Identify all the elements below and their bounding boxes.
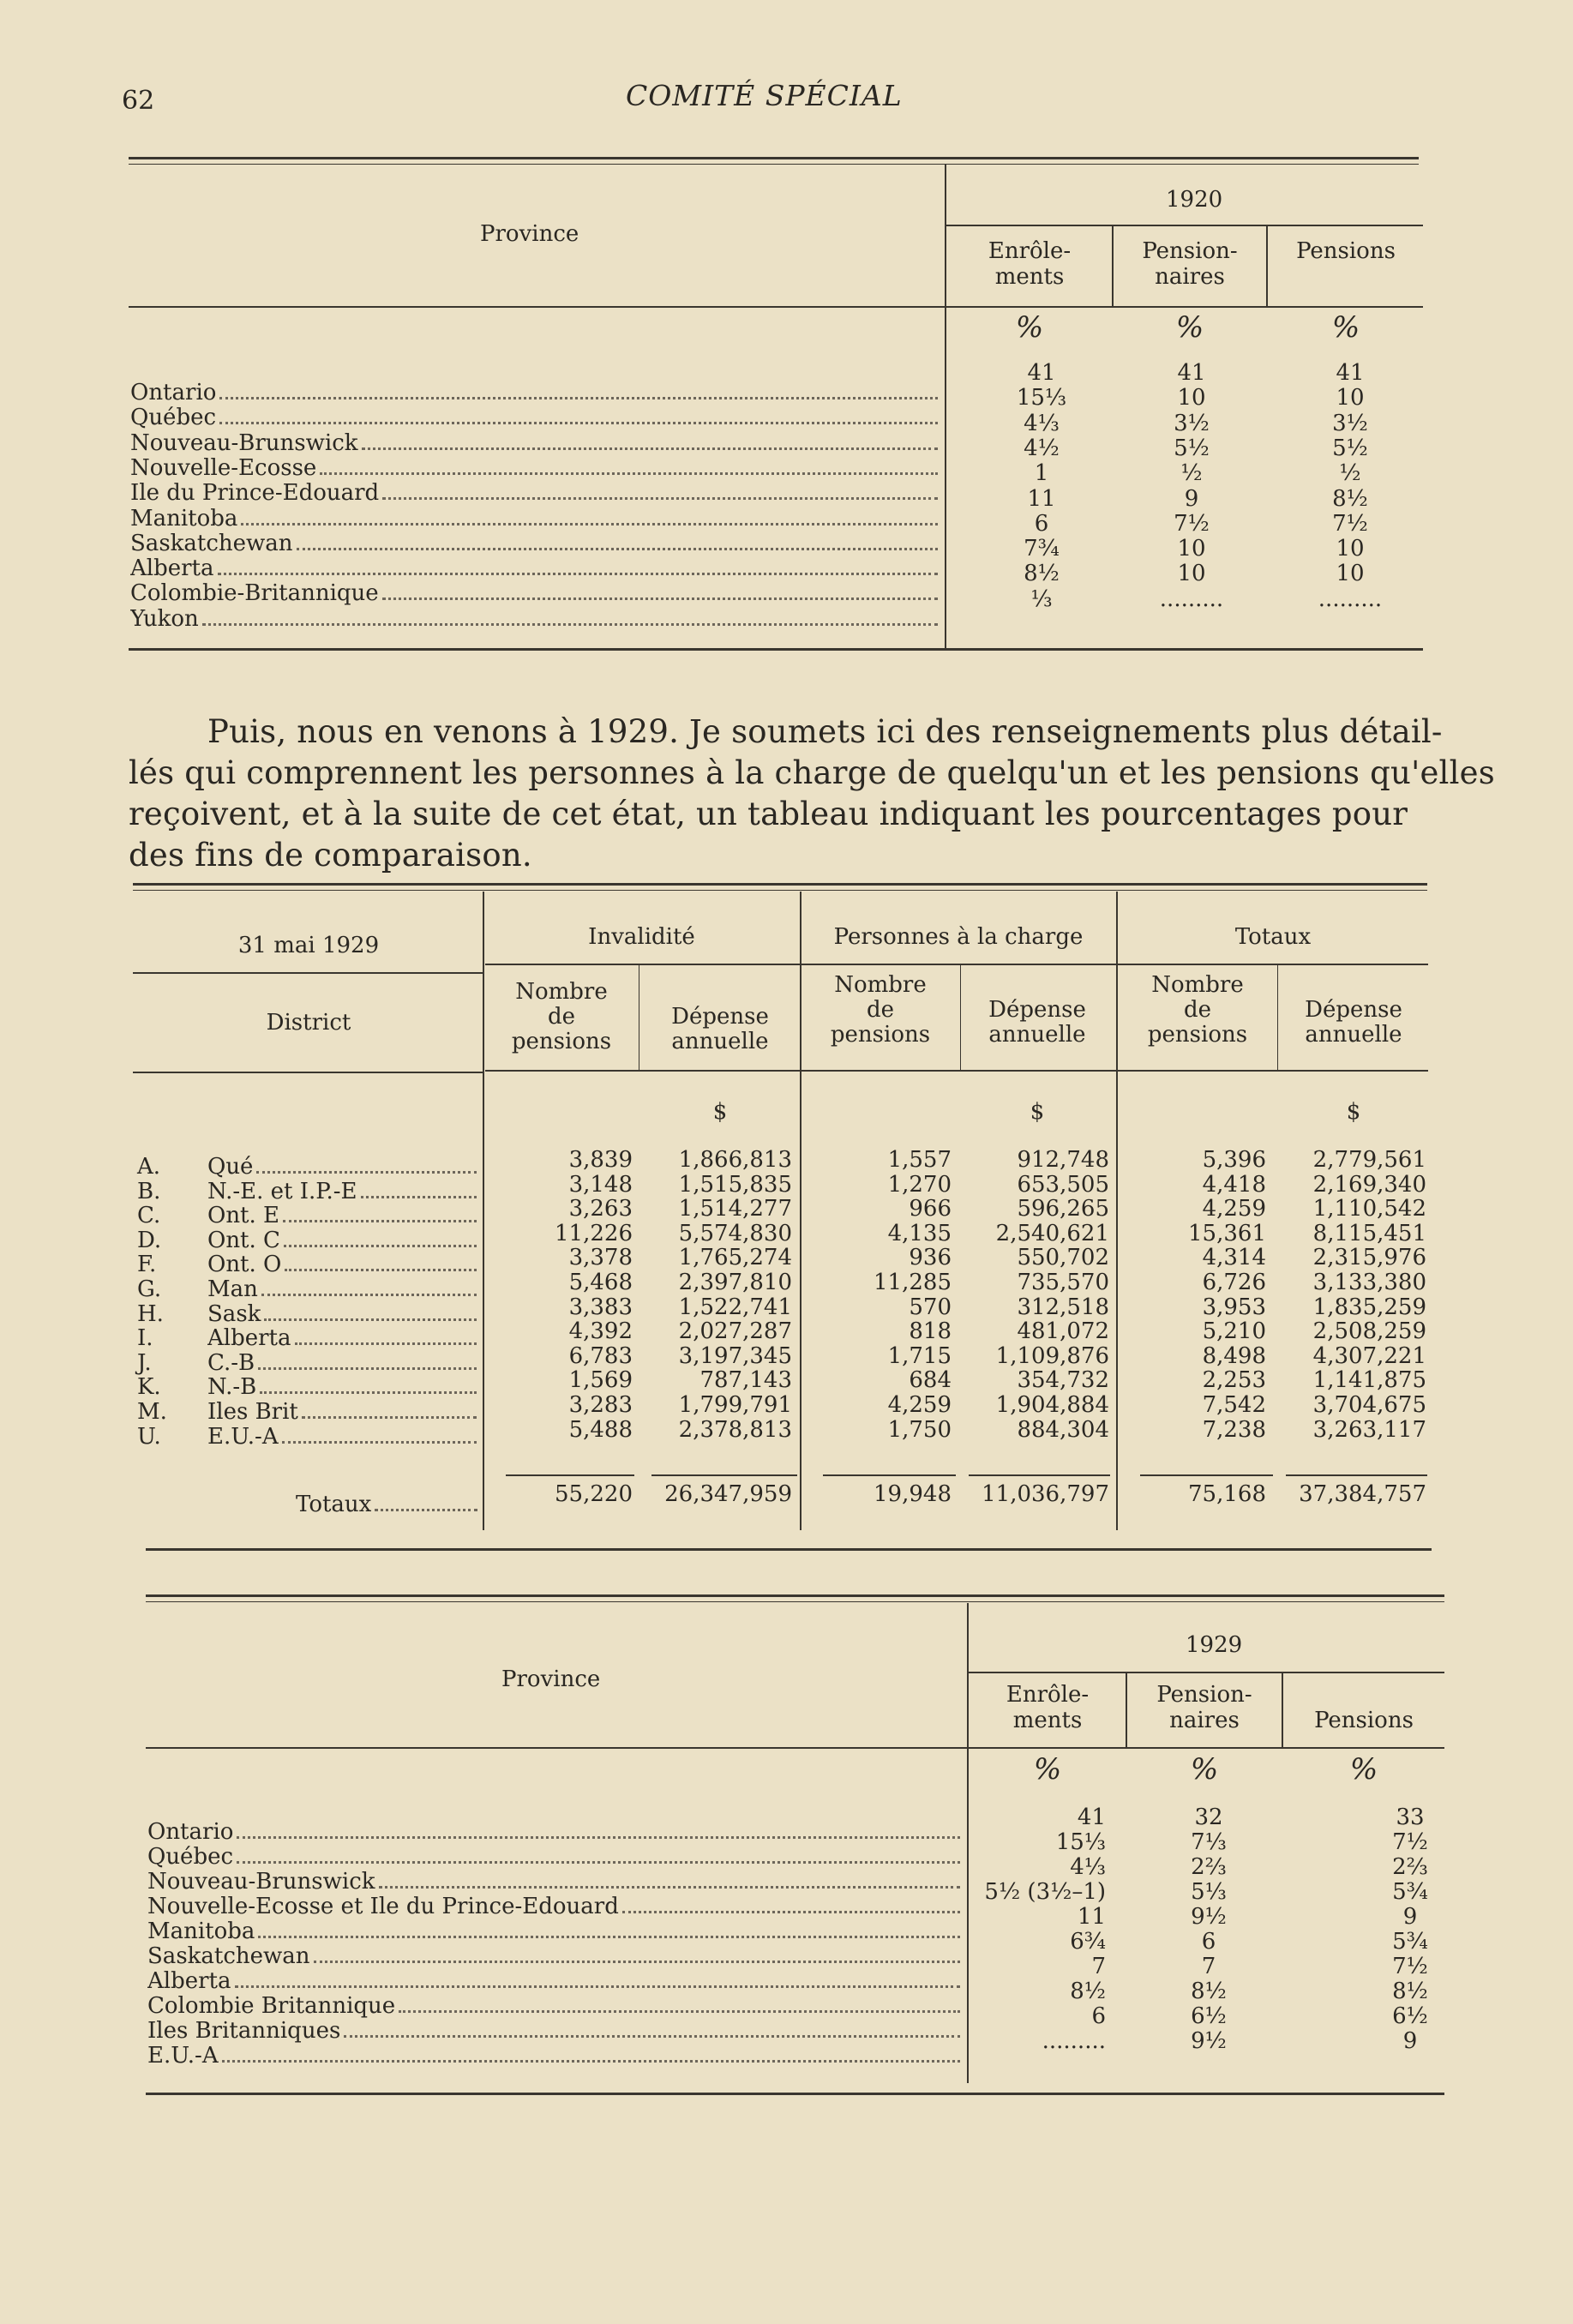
cell-dep-expense: 653,505: [1017, 1171, 1109, 1198]
cell-tot-count: 4,418: [1202, 1171, 1266, 1198]
row-label: [130, 580, 943, 606]
leader-dots: [382, 497, 938, 500]
leader-dots: [237, 1861, 960, 1864]
cell-pensionnaires: 9½: [1191, 1904, 1227, 1930]
cell-pensions: 5¾: [1392, 1879, 1428, 1905]
col-header-pensionnaires: Pension- naires: [1156, 1682, 1252, 1733]
cell-tot-count: 15,361: [1188, 1220, 1266, 1246]
total-tot-count: 75,168: [1188, 1481, 1266, 1507]
cell-pensions: 3½: [1332, 410, 1368, 436]
district-label: [207, 1252, 482, 1277]
district-code: K.: [137, 1374, 161, 1401]
province-name: Yukon: [130, 605, 199, 632]
cell-inv-count: 3,383: [568, 1294, 633, 1320]
row-label: [130, 531, 943, 556]
province-name: Saskatchewan: [130, 530, 293, 556]
district-label: [207, 1179, 482, 1204]
cell-enrolements: 41: [1077, 1805, 1106, 1830]
unit-percent: %: [1331, 310, 1360, 345]
total-inv-expense: 26,347,959: [664, 1481, 792, 1507]
district-name: Ont. E: [207, 1203, 280, 1229]
group-header-personnes: Personnes à la charge: [833, 924, 1084, 950]
cell-pensions: 7½: [1392, 1954, 1428, 1979]
cell-enrolements: 41: [1027, 360, 1056, 386]
currency-symbol: $: [712, 1099, 728, 1125]
province-name: Saskatchewan: [147, 1943, 310, 1969]
district-name: Ont. C: [207, 1227, 280, 1253]
leader-dots: [362, 447, 938, 450]
cell-tot-count: 7,542: [1202, 1392, 1266, 1418]
col-header-enrolements: Enrôle- ments: [988, 238, 1072, 290]
cell-pensionnaires: 10: [1177, 561, 1206, 587]
row-label: [147, 1869, 965, 1895]
year-header: 1929: [1186, 1632, 1243, 1658]
row-label: [130, 480, 943, 506]
paragraph-line: reçoivent, et à la suite de cet état, un tableau indiquant les pourcentages pour: [129, 796, 1408, 832]
cell-dep-count: 936: [909, 1245, 952, 1271]
cell-pensionnaires: 7½: [1174, 510, 1210, 537]
unit-percent: %: [1033, 1752, 1062, 1787]
cell-pensionnaires: 10: [1177, 536, 1206, 562]
cell-inv-count: 3,148: [568, 1171, 633, 1198]
leader-dots: [297, 548, 938, 550]
col-header-inv-expense: Dépense annuelle: [671, 1004, 769, 1054]
cell-tot-expense: 2,169,340: [1312, 1171, 1426, 1198]
cell-inv-expense: 2,397,810: [678, 1270, 792, 1295]
leader-dots: [282, 1441, 477, 1444]
leader-dots: [295, 1342, 477, 1345]
cell-pensionnaires: 6½: [1191, 2003, 1227, 2029]
cell-tot-expense: 2,315,976: [1312, 1245, 1426, 1271]
district-label: [207, 1374, 482, 1400]
cell-pensionnaires: 5½: [1174, 435, 1210, 461]
cell-enrolements: 1: [1034, 460, 1049, 487]
totals-label: Totaux: [296, 1492, 372, 1517]
cell-pensionnaires: 2⅔: [1191, 1854, 1227, 1880]
cell-enrolements: 5½ (3½–1): [984, 1879, 1106, 1905]
cell-dep-count: 1,557: [887, 1147, 952, 1173]
group-header-totaux: Totaux: [1234, 924, 1312, 950]
district-name: Ont. O: [207, 1252, 282, 1278]
page-number: 62: [122, 86, 155, 116]
cell-inv-expense: 1,514,277: [678, 1196, 792, 1222]
cell-pensions: 33: [1396, 1805, 1425, 1830]
province-name: Nouveau-Brunswick: [130, 429, 358, 456]
row-label: [130, 405, 943, 430]
group-header-invalidite: Invalidité: [588, 924, 695, 950]
cell-pensions: 9: [1402, 2028, 1418, 2054]
cell-tot-count: 5,396: [1202, 1147, 1266, 1173]
leader-dots: [219, 397, 938, 399]
cell-enrolements: .........: [1042, 2028, 1106, 2054]
province-name: Iles Britanniques: [147, 2018, 341, 2044]
leader-dots: [256, 1171, 477, 1174]
body-paragraph: [129, 712, 1495, 876]
row-label: [130, 380, 943, 405]
cell-pensionnaires: .........: [1159, 586, 1224, 612]
province-header: Province: [501, 1666, 601, 1692]
unit-percent: %: [1190, 1752, 1219, 1787]
cell-pensions: 10: [1336, 536, 1365, 562]
cell-pensionnaires: 7: [1201, 1954, 1216, 1979]
unit-percent: %: [1349, 1752, 1378, 1787]
cell-tot-expense: 1,835,259: [1312, 1294, 1426, 1320]
row-label: [130, 455, 943, 481]
leader-dots: [202, 623, 938, 626]
cell-enrolements: ⅓: [1030, 586, 1053, 612]
cell-pensionnaires: 9½: [1191, 2028, 1227, 2054]
leader-dots: [258, 1936, 960, 1938]
leader-dots: [344, 2035, 960, 2038]
cell-dep-count: 1,750: [887, 1416, 952, 1443]
leader-dots: [399, 2010, 960, 2013]
cell-dep-count: 11,285: [874, 1270, 952, 1295]
district-code: H.: [137, 1300, 164, 1327]
cell-tot-count: 6,726: [1202, 1270, 1266, 1295]
cell-pensions: 8½: [1332, 485, 1368, 512]
col-header-dep-expense: Dépense annuelle: [988, 997, 1086, 1048]
district-label: [207, 1325, 482, 1351]
cell-inv-expense: 2,027,287: [678, 1318, 792, 1345]
cell-enrolements: 6¾: [1070, 1929, 1106, 1955]
cell-pensions: 5¾: [1392, 1929, 1428, 1955]
cell-inv-expense: 1,522,741: [678, 1294, 792, 1320]
leader-dots: [314, 1961, 960, 1963]
district-label: [207, 1276, 482, 1302]
leader-dots: [261, 1294, 477, 1296]
row-label: [147, 1968, 965, 1994]
cell-pensionnaires: 8½: [1191, 1979, 1227, 2004]
page-title: COMITÉ SPÉCIAL: [626, 79, 903, 112]
district-label: [207, 1424, 482, 1450]
cell-enrolements: 15⅓: [1016, 385, 1067, 411]
district-name: N.-E. et I.P.-E: [207, 1178, 357, 1204]
district-label: [207, 1301, 482, 1327]
district-name: E.U.-A: [207, 1423, 279, 1450]
row-label: [147, 2043, 965, 2069]
cell-dep-count: 966: [909, 1196, 952, 1222]
cell-dep-expense: 912,748: [1017, 1147, 1109, 1173]
leader-dots: [218, 573, 939, 575]
cell-enrolements: 4⅓: [1024, 410, 1060, 436]
col-header-pensions: Pensions: [1296, 238, 1396, 264]
cell-inv-expense: 787,143: [699, 1367, 792, 1394]
district-label: [207, 1228, 482, 1253]
district-label: [207, 1154, 482, 1180]
cell-inv-count: 3,378: [568, 1245, 633, 1271]
cell-inv-expense: 1,515,835: [678, 1171, 792, 1198]
cell-dep-expense: 735,570: [1017, 1270, 1109, 1295]
cell-pensionnaires: 9: [1184, 485, 1199, 512]
cell-dep-count: 818: [909, 1318, 952, 1345]
row-label: [147, 2018, 965, 2044]
cell-inv-count: 5,468: [568, 1270, 633, 1295]
district-name: Iles Brit: [207, 1399, 298, 1425]
cell-dep-expense: 481,072: [1017, 1318, 1109, 1345]
leader-dots: [285, 1269, 477, 1271]
district-code: B.: [137, 1178, 161, 1204]
col-header-enrolements: Enrôle- ments: [1006, 1682, 1090, 1733]
province-name: Colombie-Britannique: [130, 580, 379, 607]
cell-tot-expense: 3,263,117: [1312, 1416, 1426, 1443]
leader-dots: [235, 1985, 961, 1988]
leader-dots: [284, 1245, 477, 1247]
cell-tot-count: 4,259: [1202, 1196, 1266, 1222]
unit-percent: %: [1175, 310, 1204, 345]
cell-pensionnaires: ½: [1180, 460, 1203, 487]
cell-inv-expense: 1,799,791: [678, 1392, 792, 1418]
district-name: Man: [207, 1276, 258, 1302]
district-code: J.: [137, 1349, 152, 1376]
district-name: Alberta: [207, 1325, 291, 1352]
cell-pensions: 10: [1336, 561, 1365, 587]
cell-enrolements: 11: [1077, 1904, 1106, 1930]
cell-tot-expense: 1,110,542: [1312, 1196, 1426, 1222]
cell-pensions: 41: [1336, 360, 1365, 386]
unit-percent: %: [1015, 310, 1044, 345]
leader-dots: [320, 472, 938, 475]
cell-inv-count: 5,488: [568, 1416, 633, 1443]
cell-inv-count: 3,263: [568, 1196, 633, 1222]
leader-dots: [260, 1391, 477, 1394]
cell-dep-expense: 1,904,884: [995, 1392, 1109, 1418]
paragraph-line: Puis, nous en venons à 1929. Je soumets ici des renseignements plus détail-: [207, 713, 1443, 750]
cell-tot-expense: 2,508,259: [1312, 1318, 1426, 1345]
cell-dep-expense: 2,540,621: [995, 1220, 1109, 1246]
cell-pensionnaires: 10: [1177, 385, 1206, 411]
cell-tot-expense: 2,779,561: [1312, 1147, 1426, 1173]
cell-enrolements: 6: [1034, 510, 1049, 537]
province-name: Ile du Prince-Edouard: [130, 480, 380, 507]
cell-dep-expense: 550,702: [1017, 1245, 1109, 1271]
cell-pensions: .........: [1318, 586, 1383, 612]
cell-pensions: 2⅔: [1392, 1854, 1428, 1880]
cell-dep-expense: 312,518: [1017, 1294, 1109, 1320]
cell-dep-count: 1,270: [887, 1171, 952, 1198]
leader-dots: [258, 1367, 477, 1370]
province-name: Alberta: [130, 555, 214, 582]
paragraph-line: des fins de comparaison.: [129, 837, 532, 874]
row-label: [130, 430, 943, 456]
province-name: Manitoba: [147, 1919, 255, 1944]
cell-dep-expense: 1,109,876: [995, 1342, 1109, 1369]
leader-dots: [379, 1886, 960, 1889]
district-name: C.-B: [207, 1349, 255, 1376]
cell-pensions: 7½: [1332, 510, 1368, 537]
cell-inv-expense: 3,197,345: [678, 1342, 792, 1369]
cell-inv-count: 1,569: [568, 1367, 633, 1394]
cell-tot-count: 7,238: [1202, 1416, 1266, 1443]
row-label: [147, 1844, 965, 1870]
cell-enrolements: 7: [1091, 1954, 1106, 1979]
cell-tot-expense: 3,704,675: [1312, 1392, 1426, 1418]
cell-dep-count: 570: [909, 1294, 952, 1320]
province-name: Québec: [130, 405, 217, 431]
cell-pensions: 9: [1402, 1904, 1418, 1930]
row-label: [130, 606, 943, 632]
province-name: Ontario: [147, 1819, 234, 1845]
district-name: N.-B: [207, 1374, 257, 1401]
cell-inv-expense: 1,866,813: [678, 1147, 792, 1173]
cell-dep-count: 1,715: [887, 1342, 952, 1369]
leader-dots: [302, 1416, 477, 1419]
cell-pensions: 5½: [1332, 435, 1368, 461]
cell-pensionnaires: 41: [1177, 360, 1206, 386]
col-header-tot-count: Nombre de pensions: [1147, 972, 1248, 1048]
cell-enrolements: 8½: [1024, 561, 1060, 587]
cell-pensions: 6½: [1392, 2003, 1428, 2029]
cell-inv-expense: 5,574,830: [678, 1220, 792, 1246]
cell-tot-count: 5,210: [1202, 1318, 1266, 1345]
col-header-dep-count: Nombre de pensions: [830, 972, 931, 1048]
cell-enrolements: 11: [1027, 485, 1056, 512]
province-name: Manitoba: [130, 505, 238, 531]
province-name: Colombie Britannique: [147, 1993, 396, 2019]
district-label: [207, 1350, 482, 1376]
leader-dots: [222, 2060, 960, 2063]
district-code: D.: [137, 1227, 162, 1253]
cell-dep-expense: 596,265: [1017, 1196, 1109, 1222]
province-name: E.U.-A: [147, 2043, 219, 2069]
col-header-tot-expense: Dépense annuelle: [1305, 997, 1402, 1048]
row-label: [130, 555, 943, 581]
district-code: C.: [137, 1203, 161, 1229]
cell-enrolements: 7¾: [1024, 536, 1060, 562]
cell-inv-count: 11,226: [555, 1220, 633, 1246]
leader-dots: [361, 1196, 477, 1198]
cell-inv-expense: 2,378,813: [678, 1416, 792, 1443]
leader-dots: [241, 523, 938, 525]
province-name: Nouvelle-Ecosse: [130, 454, 317, 481]
cell-enrolements: 4½: [1024, 435, 1060, 461]
cell-tot-count: 4,314: [1202, 1245, 1266, 1271]
cell-pensionnaires: 7⅓: [1191, 1829, 1227, 1855]
total-dep-expense: 11,036,797: [982, 1481, 1109, 1507]
cell-tot-expense: 3,133,380: [1312, 1270, 1426, 1295]
cell-dep-expense: 884,304: [1017, 1416, 1109, 1443]
cell-tot-count: 2,253: [1202, 1367, 1266, 1394]
district-code: G.: [137, 1276, 162, 1302]
province-name: Québec: [147, 1844, 234, 1870]
currency-symbol: $: [1030, 1099, 1045, 1125]
cell-tot-expense: 8,115,451: [1312, 1220, 1426, 1246]
cell-tot-count: 8,498: [1202, 1342, 1266, 1369]
district-name: Qué: [207, 1154, 254, 1180]
cell-pensions: ½: [1339, 460, 1361, 487]
province-header: Province: [480, 221, 579, 247]
district-label: [207, 1203, 482, 1228]
province-name: Nouvelle-Ecosse et Ile du Prince-Edouard: [147, 1894, 619, 1919]
row-label: [130, 506, 943, 531]
leader-dots: [283, 1220, 477, 1222]
cell-inv-count: 6,783: [568, 1342, 633, 1369]
cell-pensionnaires: 5⅓: [1191, 1879, 1227, 1905]
cell-dep-expense: 354,732: [1017, 1367, 1109, 1394]
cell-pensions: 8½: [1392, 1979, 1428, 2004]
col-header-pensionnaires: Pension- naires: [1142, 238, 1238, 290]
cell-inv-count: 3,283: [568, 1392, 633, 1418]
cell-pensionnaires: 6: [1201, 1929, 1216, 1955]
cell-tot-count: 3,953: [1202, 1294, 1266, 1320]
leader-dots: [382, 598, 938, 600]
total-inv-count: 55,220: [555, 1481, 633, 1507]
district-label: [207, 1399, 482, 1425]
cell-enrolements: 8½: [1070, 1979, 1106, 2004]
cell-pensions: 7½: [1392, 1829, 1428, 1855]
year-header: 1920: [1166, 187, 1223, 213]
date-header: 31 mai 1929: [237, 933, 380, 958]
cell-dep-count: 4,135: [887, 1220, 952, 1246]
district-header: District: [266, 1010, 351, 1036]
col-header-inv-count: Nombre de pensions: [511, 979, 612, 1054]
district-name: Sask: [207, 1300, 261, 1327]
col-header-pensions: Pensions: [1314, 1708, 1414, 1733]
leader-dots: [622, 1911, 960, 1913]
cell-enrolements: 6: [1091, 2003, 1106, 2029]
province-name: Nouveau-Brunswick: [147, 1869, 375, 1895]
cell-tot-expense: 4,307,221: [1312, 1342, 1426, 1369]
total-dep-count: 19,948: [874, 1481, 952, 1507]
leader-dots: [219, 422, 938, 424]
cell-enrolements: 4⅓: [1070, 1854, 1106, 1880]
leader-dots: [264, 1318, 477, 1321]
row-label: [147, 1894, 965, 1919]
cell-pensions: 10: [1336, 385, 1365, 411]
district-code: F.: [137, 1252, 157, 1278]
cell-dep-count: 4,259: [887, 1392, 952, 1418]
currency-symbol: $: [1346, 1099, 1361, 1125]
province-name: Alberta: [147, 1968, 231, 1994]
cell-dep-count: 684: [909, 1367, 952, 1394]
total-tot-expense: 37,384,757: [1299, 1481, 1426, 1507]
row-label: [147, 1919, 965, 1944]
cell-tot-expense: 1,141,875: [1312, 1367, 1426, 1394]
district-code: M.: [137, 1399, 167, 1425]
cell-pensionnaires: 32: [1194, 1805, 1223, 1830]
district-code: A.: [137, 1154, 161, 1180]
district-code: U.: [137, 1423, 161, 1450]
cell-inv-expense: 1,765,274: [678, 1245, 792, 1271]
row-label: [147, 1993, 965, 2019]
row-label: [147, 1819, 965, 1845]
row-label: [147, 1943, 965, 1969]
province-name: Ontario: [130, 380, 217, 405]
cell-inv-count: 3,839: [568, 1147, 633, 1173]
district-code: I.: [137, 1325, 153, 1352]
paragraph-line: lés qui comprennent les personnes à la charge de quelqu'un et les pensions qu'elles: [129, 754, 1495, 791]
cell-pensionnaires: 3½: [1174, 410, 1210, 436]
leader-dots: [237, 1836, 960, 1839]
cell-enrolements: 15⅓: [1055, 1829, 1106, 1855]
cell-inv-count: 4,392: [568, 1318, 633, 1345]
